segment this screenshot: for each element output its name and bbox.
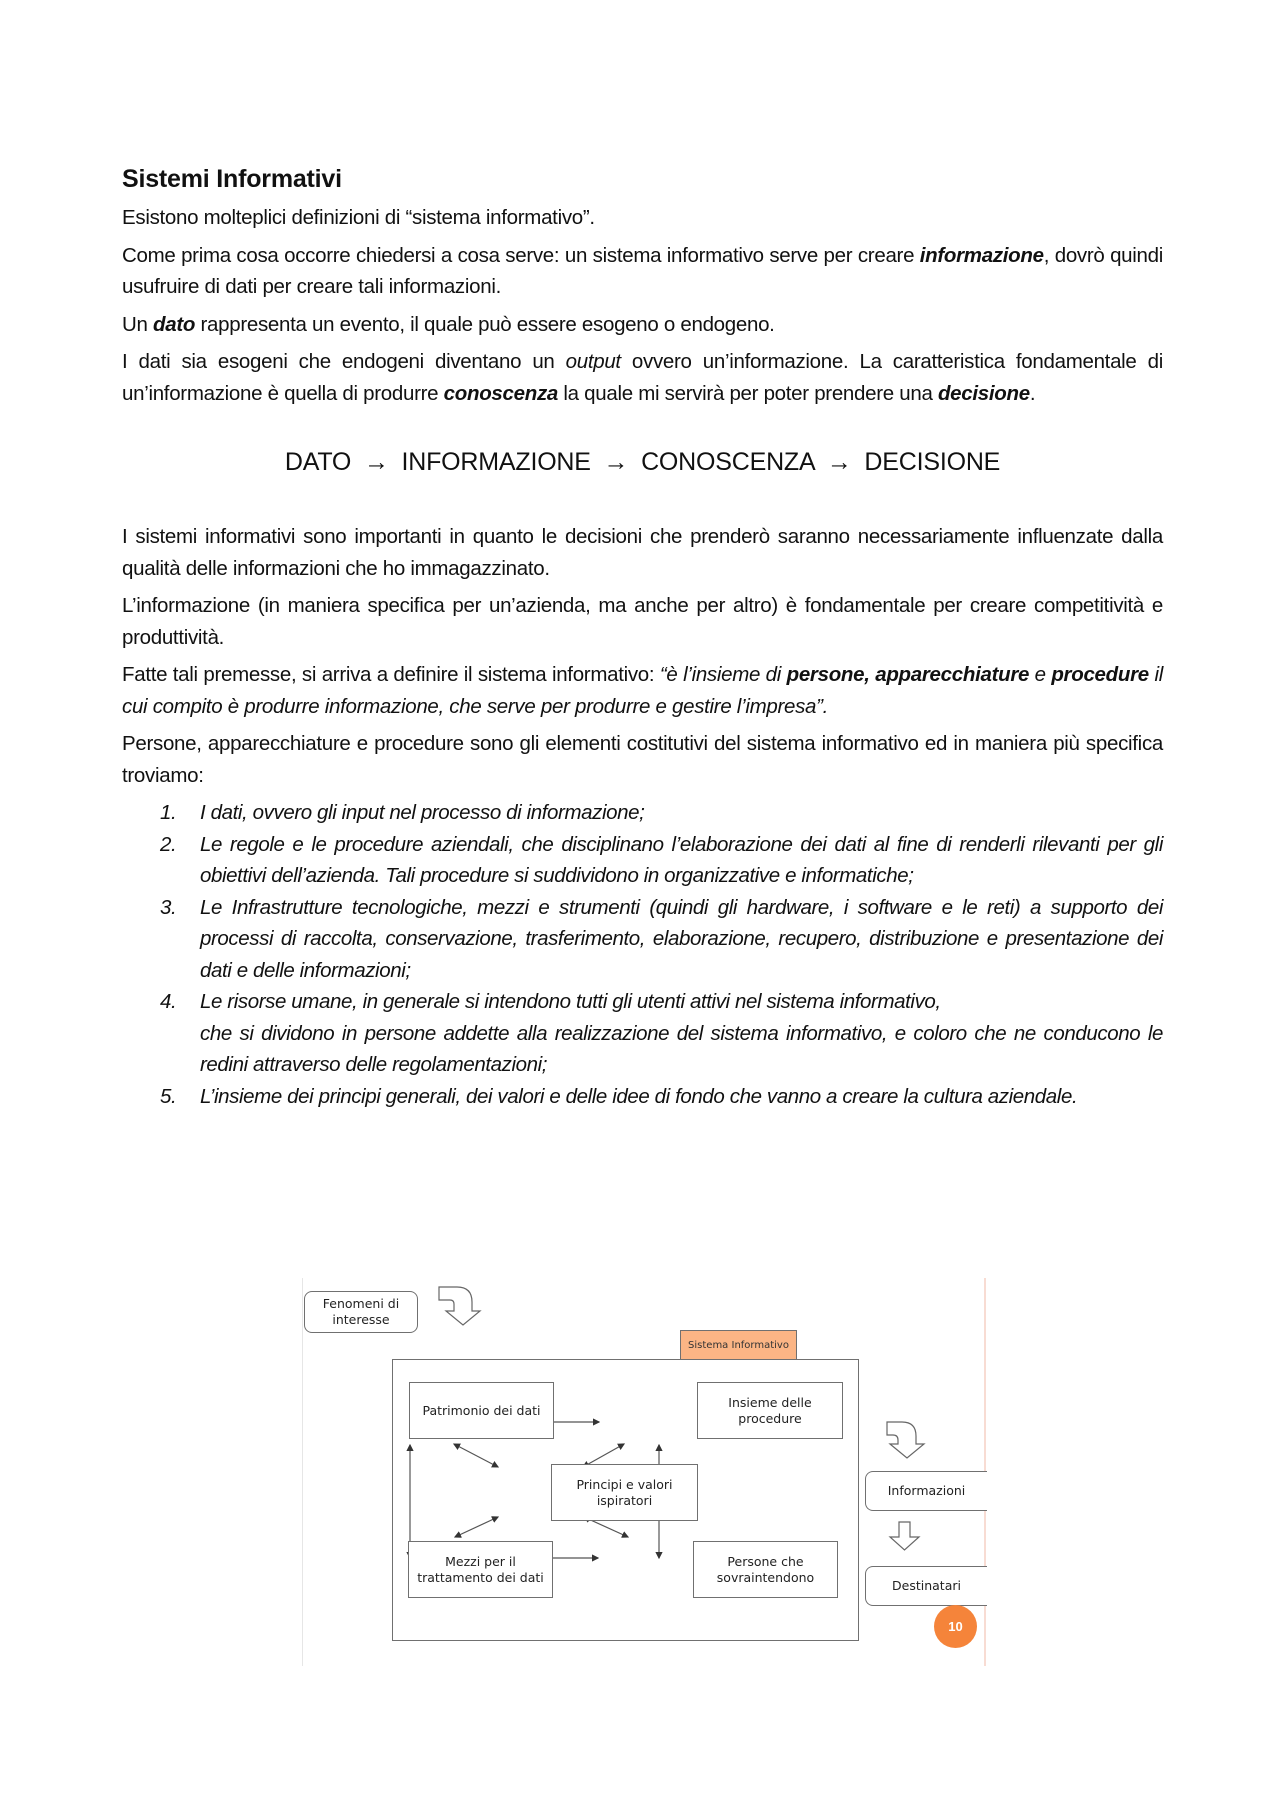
flow-step-dato: DATO — [284, 448, 352, 476]
flow-step-informazione: INFORMAZIONE — [401, 448, 591, 476]
input-box-fenomeni: Fenomeni di interesse — [304, 1291, 418, 1333]
slide-number-badge: 10 — [934, 1605, 977, 1648]
paragraph-dato: Un dato rappresenta un evento, il quale può essere esogeno o endogeno. — [122, 312, 775, 336]
paragraph-competitiveness: L’informazione (in maniera specifica per un’azienda, ma anche per altro) è fondamentale per creare competitività e produttività. — [122, 594, 1163, 649]
arrow-right-icon: → — [826, 448, 852, 476]
system-label: Sistema Informativo — [680, 1330, 797, 1360]
paragraph-output: I dati sia esogeni che endogeni diventano un output ovvero un’informazione. La caratteristica fondamentale di un’informazione è quella di produrre conoscenza la quale mi servirà per poter prendere una decisione. — [122, 350, 1163, 405]
emphasis-informazione: informazione — [919, 243, 1044, 267]
paragraph-purpose: Come prima cosa occorre chiedersi a cosa serve: un sistema informativo serve per creare informazione, dovrò quindi usufruire di dati per creare tali informazioni. — [122, 243, 1163, 298]
section-title: Sistemi Informativi — [122, 165, 342, 193]
elements-list — [122, 797, 1163, 1112]
node-insieme-procedure: Insieme delle procedure — [697, 1382, 843, 1439]
paragraph-definitions: Esistono molteplici definizioni di “sistema informativo”. — [122, 206, 595, 229]
node-patrimonio-dati: Patrimonio dei dati — [409, 1382, 554, 1439]
curved-arrow-down-icon — [887, 1422, 924, 1458]
node-mezzi-trattamento: Mezzi per il trattamento dei dati — [408, 1541, 553, 1598]
arrow-right-icon: → — [363, 448, 389, 476]
flow-step-conoscenza: CONOSCENZA — [641, 448, 815, 476]
emphasis-procedure: procedure — [1051, 663, 1149, 686]
list-item: 1. I dati, ovvero gli input nel processo di informazione; — [160, 801, 645, 824]
node-principi-valori: Principi e valori ispiratori — [551, 1464, 698, 1521]
emphasis-persone-apparecchiature: persone, apparecchiature — [786, 663, 1030, 686]
list-item: 2. Le regole e le procedure aziendali, che disciplinano l’elaborazione dei dati al fine di renderli rilevanti per gli obiettivi dell’azienda. Tali procedure si suddividono in organizzative e informatiche; — [160, 832, 1163, 887]
arrow-right-icon: → — [603, 448, 629, 476]
output-box-destinatari: Destinatari — [865, 1566, 987, 1606]
node-persone: Persone che sovraintendono — [693, 1541, 838, 1598]
information-system-diagram — [302, 1278, 985, 1666]
curved-arrow-down-icon — [439, 1287, 480, 1325]
paragraph-importance: I sistemi informativi sono importanti in quanto le decisioni che prenderò saranno necessariamente influenzate dalla qualità delle informazioni che ho immagazzinato. — [122, 525, 1163, 580]
list-item: 3. Le Infrastrutture tecnologiche, mezzi e strumenti (quindi gli hardware, i software e le reti) a supporto dei processi di raccolta, conservazione, trasferimento, elaborazione, recupero, distribuzione e presentazione dei dati e delle informazioni; — [160, 895, 1163, 982]
document-body — [122, 162, 1163, 1112]
emphasis-output: output — [565, 350, 621, 373]
list-item: 5. L’insieme dei principi generali, dei valori e delle idee di fondo che vanno a creare la cultura aziendale. — [160, 1084, 1078, 1108]
arrow-down-icon — [890, 1522, 919, 1550]
paragraph-definition-quote: Fatte tali premesse, si arriva a definire il sistema informativo: “è l’insieme di persone, apparecchiature e procedure il cui compito è produrre informazione, che serve per produrre e gestire l’impresa”. — [122, 663, 1163, 718]
flow-sequence — [122, 445, 1163, 479]
paragraph-elements: Persone, apparecchiature e procedure sono gli elementi costitutivi del sistema informativo ed in maniera più specifica troviamo: — [122, 732, 1163, 787]
emphasis-decisione: decisione — [937, 381, 1030, 405]
output-box-informazioni: Informazioni — [865, 1471, 987, 1511]
emphasis-conoscenza: conoscenza — [443, 381, 559, 405]
flow-step-decisione: DECISIONE — [864, 448, 1001, 476]
list-item: 4. Le risorse umane, in generale si intendono tutti gli utenti attivi nel sistema informativo, che si dividono in persone addette alla realizzazione del sistema informativo, e coloro che ne conducono le redini attraverso delle regolamentazioni; — [160, 990, 1163, 1076]
emphasis-dato: dato — [153, 312, 196, 336]
